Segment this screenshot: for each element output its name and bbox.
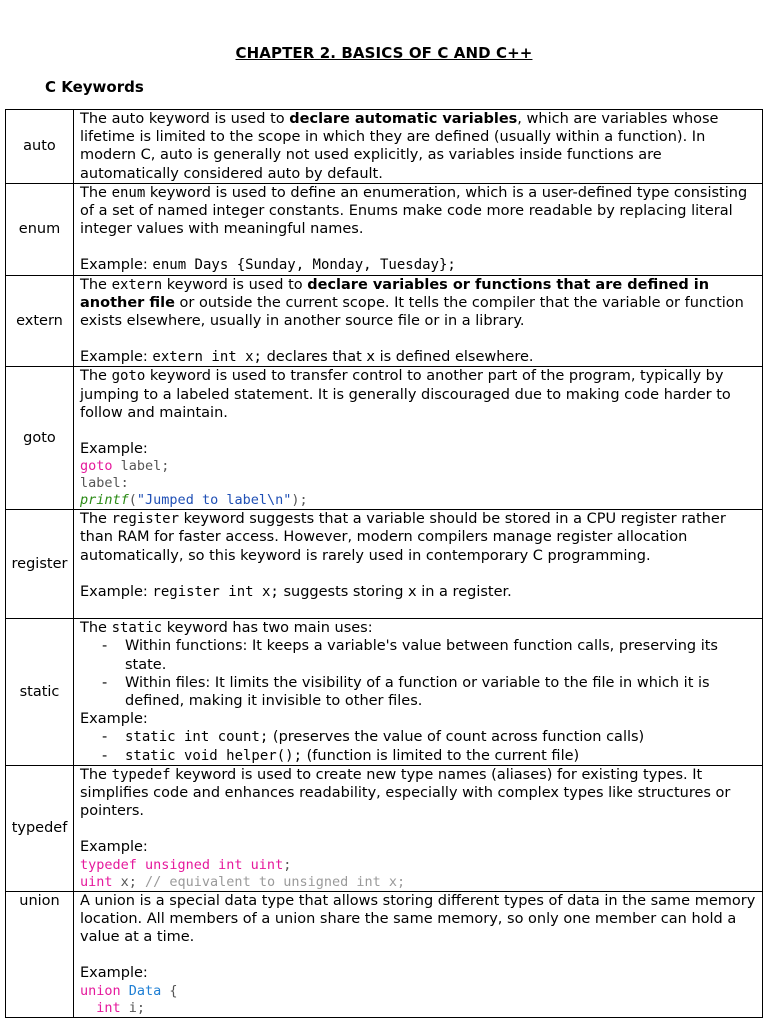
- description-text: [80, 110, 757, 183]
- description-cell: [74, 183, 763, 275]
- text-span: keyword is used to transfer control to another part of the program, typically by jumping to a labeled statement. It is generally discouraged due to making code harder to follow and maintain.: [80, 368, 731, 421]
- examples-list: [80, 728, 757, 764]
- table-row: [6, 183, 763, 275]
- description-text: [80, 184, 757, 239]
- bold-text: declare automatic variables: [289, 111, 518, 127]
- text-span: The: [80, 368, 112, 385]
- code-text: i;: [120, 999, 146, 1016]
- description-text: [80, 510, 757, 565]
- list-item-text: Within functions: It keeps a variable's value between function calls, preserving its state.: [125, 638, 718, 673]
- text-span: The: [80, 511, 112, 528]
- keyword-cell: union: [6, 891, 74, 1017]
- code-function: printf: [80, 492, 129, 509]
- keyword-cell: goto: [6, 367, 74, 510]
- table-row: [6, 275, 763, 367]
- description-cell: [74, 891, 763, 1017]
- table-row: [6, 765, 763, 891]
- description-cell: [74, 110, 763, 184]
- keyword-cell: static: [6, 619, 74, 766]
- example-label: Example:: [80, 257, 153, 274]
- inline-code: register: [111, 511, 180, 528]
- chapter-title: CHAPTER 2. BASICS OF C AND C++: [235, 44, 533, 62]
- description-text: A union is a special data type that allows storing different types of data in the same memory location. All members of a union share the same memory, so only one member can hold a value at a time.: [80, 892, 756, 946]
- code-line: [80, 857, 757, 874]
- example-line: [80, 583, 757, 601]
- section-heading: C Keywords: [45, 78, 144, 96]
- list-item-text: (function is limited to the current file): [302, 747, 580, 764]
- table-row: [6, 510, 763, 619]
- list-item-text: (preserves the value of count across function calls): [268, 729, 645, 746]
- list-item: [80, 637, 757, 673]
- inline-code: static: [111, 620, 163, 637]
- code-line: [80, 475, 757, 492]
- table-row: [6, 619, 763, 766]
- code-line: [80, 458, 757, 475]
- code-keyword: int: [96, 999, 121, 1016]
- inline-code: static int count;: [125, 729, 269, 746]
- code-keyword: uint: [80, 873, 113, 890]
- example-label: Example:: [80, 583, 153, 600]
- code-keyword: goto: [80, 458, 113, 475]
- code-line: [80, 983, 757, 1000]
- inline-code: enum: [111, 184, 146, 201]
- description-cell: [74, 510, 763, 619]
- description-text: [80, 276, 757, 331]
- example-line: [80, 348, 757, 366]
- code-line: [80, 874, 757, 891]
- inline-code: extern: [111, 276, 163, 293]
- inline-code: goto: [111, 368, 146, 385]
- code-text: label;: [112, 458, 170, 475]
- list-item: [80, 747, 757, 765]
- inline-code: static void helper();: [125, 747, 303, 764]
- text-span: keyword is used to define an enumeration, which is a user-defined type consisting of a set of named integer constants. Enums make code more readable by replacing literal integer values with meaningful names.: [80, 184, 748, 238]
- text-span: declares that x is defined elsewhere.: [261, 349, 534, 366]
- keyword-cell: register: [6, 510, 74, 619]
- inline-code: register int x;: [152, 583, 279, 600]
- table-row: [6, 891, 763, 1017]
- example-label: Example:: [80, 839, 148, 856]
- text-span: or outside the current scope. It tells the compiler that the variable or function exists elsewhere, usually in another source file or in a library.: [80, 294, 744, 330]
- text-span: The auto keyword is used to: [80, 111, 290, 127]
- description-cell: [74, 619, 763, 766]
- inline-code: enum Days {Sunday, Monday, Tuesday};: [152, 257, 456, 274]
- example-label: Example:: [80, 349, 153, 366]
- code-string: "Jumped to label\n": [136, 492, 292, 509]
- text-span: The: [80, 766, 112, 783]
- code-line: [80, 492, 757, 509]
- keyword-cell: extern: [6, 275, 74, 367]
- code-text: );: [291, 492, 308, 509]
- bold-text: declare variables or functions that are defined in another file: [80, 276, 710, 311]
- code-text: label:: [80, 475, 129, 492]
- list-item-text: Within files: It limits the visibility of a function or variable to the file in which it is defined, making it invisible to other files.: [125, 674, 710, 710]
- text-span: The: [80, 620, 112, 637]
- text-span: keyword suggests that a variable should be stored in a CPU register rather than RAM for faster access. However, modern compilers manage register allocation automatically, so this keyword is rarely used in contemporary C programming.: [80, 511, 726, 564]
- code-indent: [80, 1000, 96, 1016]
- text-span: , which are variables whose lifetime is limited to the scope in which they are defined (usually within a function). In modern C, auto is generally not used explicitly, as variables inside functions are automatically considered auto by default.: [80, 111, 719, 182]
- description-cell: [74, 765, 763, 891]
- code-text: ;: [283, 856, 292, 873]
- text-span: The: [80, 184, 112, 201]
- code-text: {: [161, 982, 178, 999]
- keyword-cell: auto: [6, 110, 74, 184]
- text-span: keyword has two main uses:: [162, 620, 373, 637]
- list-item: [80, 674, 757, 710]
- table-row: [6, 367, 763, 510]
- text-span: keyword is used to: [162, 276, 308, 293]
- description-text: [80, 367, 757, 422]
- code-keyword: typedef unsigned int uint: [80, 856, 284, 873]
- description-cell: [74, 275, 763, 367]
- keywords-table: [5, 109, 763, 1018]
- code-comment: // equivalent to unsigned int x;: [145, 873, 406, 890]
- text-span: The: [80, 276, 112, 293]
- example-label: Example:: [80, 965, 148, 982]
- code-line: [80, 1000, 757, 1017]
- code-type: Data: [120, 982, 162, 999]
- code-keyword: union: [80, 982, 121, 999]
- dash-marker: -: [102, 638, 108, 655]
- code-text: (: [128, 492, 137, 509]
- table-row: [6, 110, 763, 184]
- uses-list: [80, 637, 757, 710]
- description-text: [80, 619, 757, 637]
- code-text: x;: [112, 873, 146, 890]
- description-text: [80, 766, 757, 821]
- example-label: Example:: [80, 441, 148, 458]
- inline-code: typedef: [111, 766, 171, 783]
- dash-marker: -: [102, 674, 108, 691]
- example-label: Example:: [80, 711, 148, 728]
- inline-code: extern int x;: [152, 349, 262, 366]
- dash-marker: -: [102, 729, 108, 746]
- example-line: [80, 256, 757, 274]
- list-item: [80, 728, 757, 746]
- description-cell: [74, 367, 763, 510]
- text-span: keyword is used to create new type names (aliases) for existing types. It simplifies code and enhances readability, especially with complex types like structures or pointers.: [80, 766, 731, 820]
- keyword-cell: typedef: [6, 765, 74, 891]
- keyword-cell: enum: [6, 183, 74, 275]
- dash-marker: -: [102, 747, 108, 764]
- text-span: suggests storing x in a register.: [278, 583, 512, 600]
